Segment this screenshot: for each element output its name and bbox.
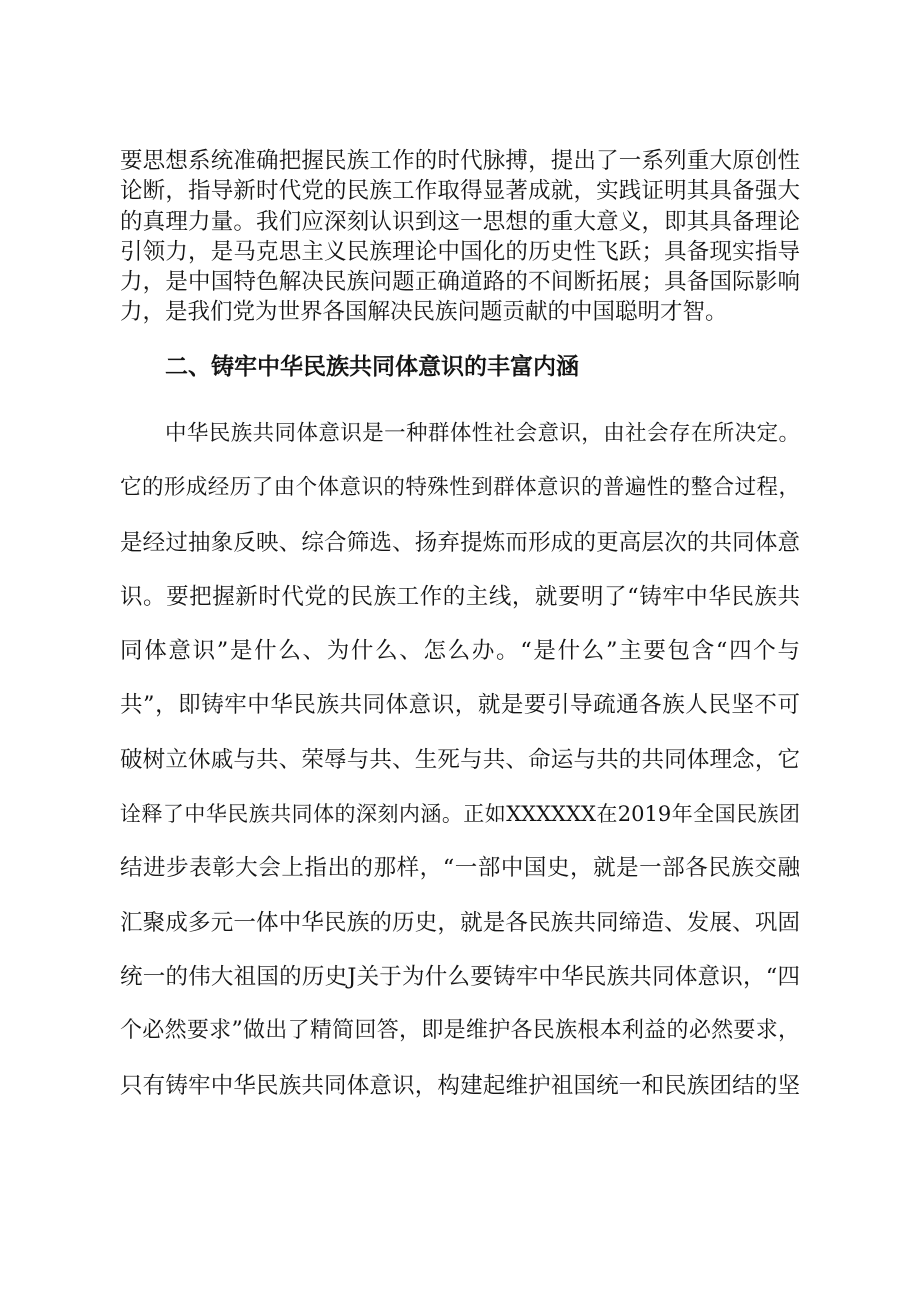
paragraph-line: 是经过抽象反映、综合筛选、扬弃提炼而形成的更高层次的共同体意 bbox=[120, 529, 800, 556]
paragraph-line: 汇聚成多元一体中华民族的历史，就是各民族共同缔造、发展、巩固 bbox=[120, 909, 800, 936]
paragraph-line: 力，是我们党为世界各国解决民族问题贡献的中国聪明才智。 bbox=[120, 299, 728, 326]
paragraph-line: 要思想系统准确把握民族工作的时代脉搏，提出了一系列重大原创性 bbox=[120, 148, 800, 174]
paragraph-2 bbox=[120, 407, 800, 1113]
section-heading: 二、铸牢中华民族共同体意识的丰富内涵 bbox=[165, 354, 579, 380]
paragraph-line: 力，是中国特色解决民族问题正确道路的不间断拓展；具备国际影响 bbox=[120, 269, 800, 296]
paragraph-line: 只有铸牢中华民族共同体意识，构建起维护祖国统一和民族团结的坚 bbox=[120, 1072, 800, 1099]
paragraph-line: 诠释了中华民族共同体的深刻内涵。正如XXXXXX在2019年全国民族团 bbox=[120, 802, 800, 827]
paragraph-line: 结进步表彰大会上指出的那样，“一部中国史，就是一部各民族交融 bbox=[120, 855, 800, 882]
paragraph-line: 破树立休戚与共、荣辱与共、生死与共、命运与共的共同体理念，它 bbox=[120, 746, 800, 773]
paragraph-line: 论断，指导新时代党的民族工作取得显著成就，实践证明其具备强大 bbox=[120, 178, 800, 205]
paragraph-line: 它的形成经历了由个体意识的特殊性到群体意识的普遍性的整合过程， bbox=[120, 475, 800, 501]
paragraph-line: 统一的伟大祖国的历史J关于为什么要铸牢中华民族共同体意识，“四 bbox=[120, 963, 800, 990]
paragraph-1 bbox=[120, 146, 800, 328]
paragraph-line: 个必然要求”做出了精简回答，即是维护各民族根本利益的必然要求， bbox=[120, 1018, 800, 1044]
paragraph-line: 共”，即铸牢中华民族共同体意识，就是要引导疏通各族人民坚不可 bbox=[120, 692, 800, 719]
paragraph-line: 引领力，是马克思主义民族理论中国化的历史性飞跃；具备现实指导 bbox=[120, 238, 800, 265]
paragraph-line: 识。要把握新时代党的民族工作的主线，就要明了“铸牢中华民族共 bbox=[120, 583, 800, 610]
paragraph-line: 中华民族共同体意识是一种群体性社会意识，由社会存在所决定。 bbox=[165, 421, 800, 446]
paragraph-line: 同体意识”是什么、为什么、怎么办。“是什么”主要包含“四个与 bbox=[120, 638, 800, 665]
paragraph-line: 的真理力量。我们应深刻认识到这一思想的重大意义，即其具备理论 bbox=[120, 208, 800, 235]
